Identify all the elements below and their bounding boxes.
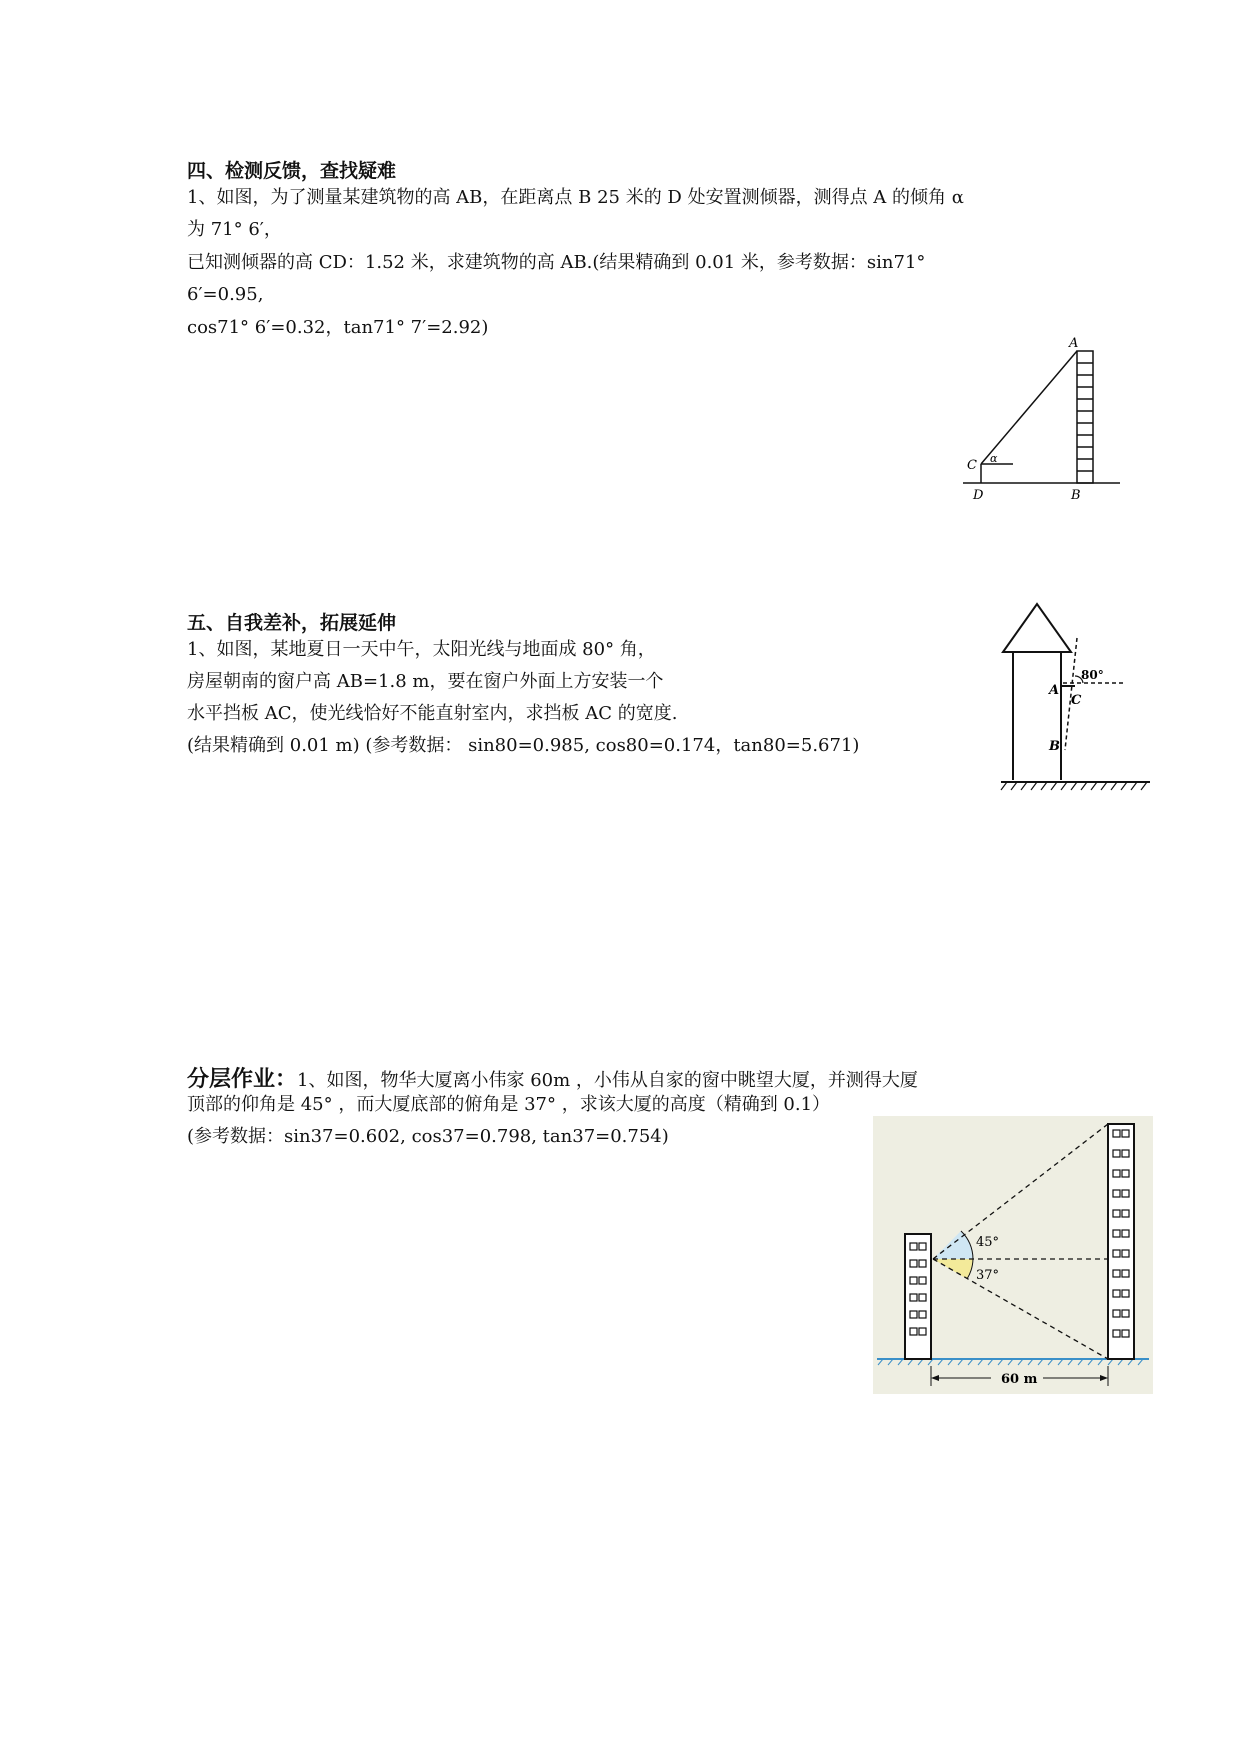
label-37: 37° xyxy=(976,1268,1000,1283)
sight-line-bottom xyxy=(933,1259,1108,1359)
section5-line-1: 1、如图，某地夏日一天中午，太阳光线与地面成 80° 角， xyxy=(187,639,656,660)
tower-building xyxy=(1108,1124,1134,1359)
label-C: C xyxy=(967,458,977,473)
homework-line-3: (参考数据：sin37=0.602, cos37=0.798, tan37=0.754) xyxy=(187,1126,669,1147)
section4-line-5: cos71° 6′=0.32，tan71° 7′=2.92) xyxy=(187,317,489,338)
section4-heading: 四、检测反馈，查找疑难 xyxy=(187,160,397,182)
depression-angle-fill xyxy=(933,1259,973,1279)
building xyxy=(1077,351,1093,483)
label-60m: 60 m xyxy=(1001,1372,1038,1387)
homework-line-1 xyxy=(187,1062,918,1093)
label-alpha: α xyxy=(990,452,998,465)
section4-line-4: 6′=0.95, xyxy=(187,284,264,305)
section4-line-3: 已知测倾器的高 CD：1.52 米，求建筑物的高 AB.(结果精确到 0.01 米，参考数据：sin71° xyxy=(187,252,926,273)
label-B: B xyxy=(1049,739,1060,754)
section5-line-2: 房屋朝南的窗户高 AB=1.8 m，要在窗户外面上方安装一个 xyxy=(187,671,664,692)
homework-line-1-text: 1、如图，物华大厦离小伟家 60m ，小伟从自家的窗中眺望大厦，并测得大厦 xyxy=(297,1070,918,1091)
homework-line-2: 顶部的仰角是 45° ，而大厦底部的俯角是 37° ，求该大厦的高度（精确到 0.1） xyxy=(187,1094,831,1115)
label-A: A xyxy=(1069,336,1079,351)
label-B: B xyxy=(1071,488,1081,503)
section4-line-1: 1、如图，为了测量某建筑物的高 AB，在距离点 B 25 米的 D 处安置测倾器，测得点 A 的倾角 α xyxy=(187,187,964,208)
section5-line-3: 水平挡板 AC，使光线恰好不能直射室内，求挡板 AC 的宽度. xyxy=(187,703,678,724)
section4-line-2: 为 71° 6′， xyxy=(187,219,282,240)
section5-heading: 五、自我差补，拓展延伸 xyxy=(187,612,397,634)
section5-figure xyxy=(995,600,1155,800)
label-A: A xyxy=(1049,683,1060,698)
section5-line-4: (结果精确到 0.01 m) (参考数据： sin80=0.985, cos80=0.174，tan80=5.671) xyxy=(187,735,860,756)
homework-label: 分层作业： xyxy=(187,1067,298,1092)
homework-figure xyxy=(873,1116,1153,1394)
house-roof xyxy=(1003,604,1071,652)
elevation-angle-fill xyxy=(933,1231,973,1259)
label-C: C xyxy=(1071,693,1082,708)
sight-line xyxy=(981,351,1077,464)
label-angle-80: 80° xyxy=(1081,668,1104,682)
label-D: D xyxy=(973,488,984,503)
section4-figure xyxy=(955,333,1125,503)
home-building xyxy=(905,1234,931,1359)
label-45: 45° xyxy=(976,1235,1000,1250)
